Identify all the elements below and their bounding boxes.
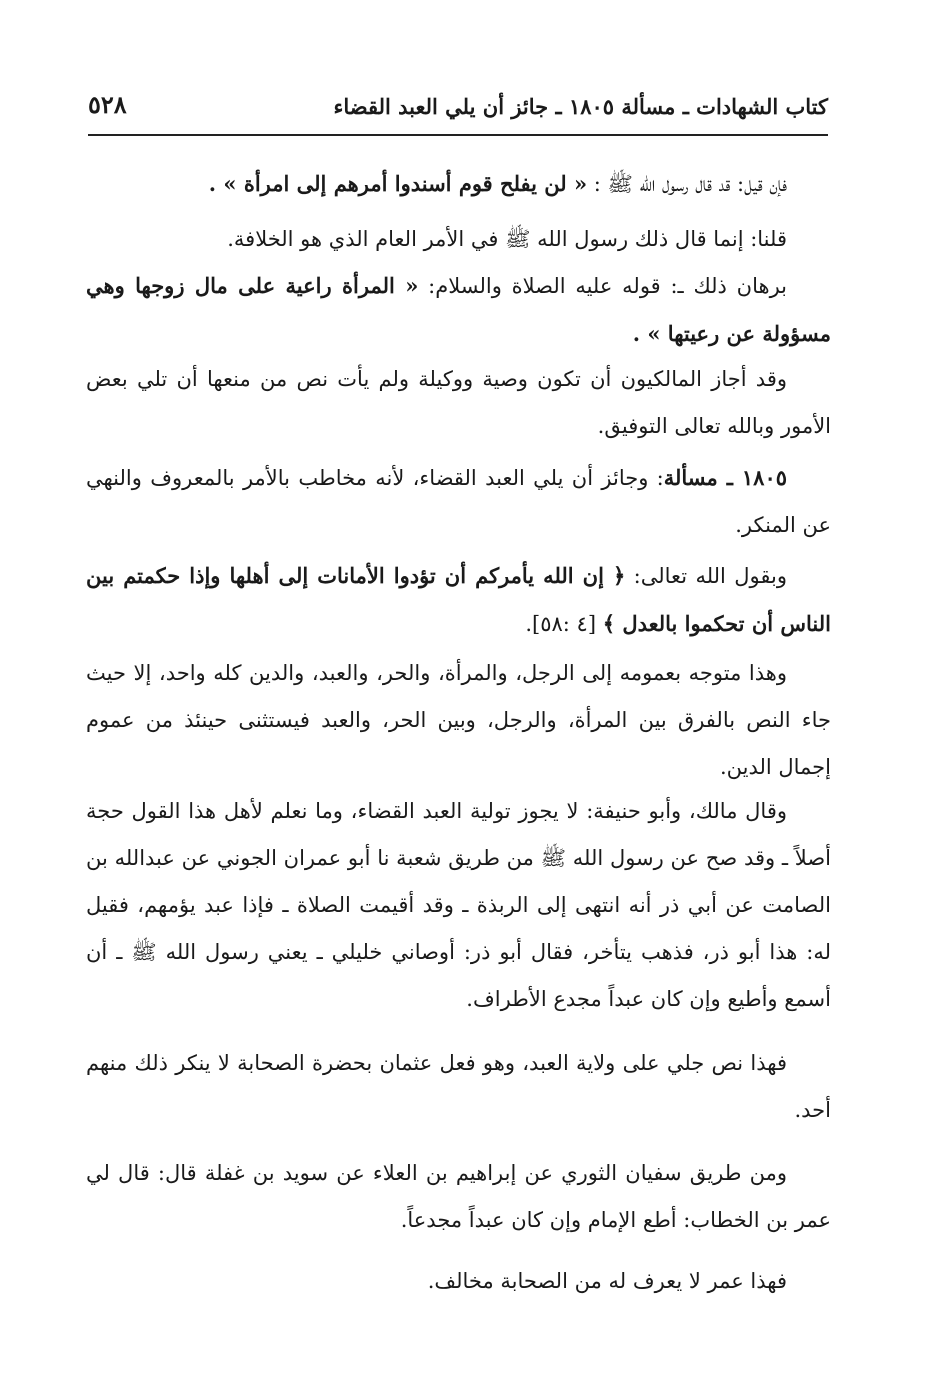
text-run: : وجائز أن يلي العبد القضاء، لأنه مخاطب بالأمر بالمعروف والنهي عن المنكر. xyxy=(86,466,831,537)
bold-text-run: ١٨٠٥ ـ مسألة xyxy=(663,465,788,490)
paragraph-malikis xyxy=(86,356,831,450)
text-run: برهان ذلك ـ: قوله عليه الصلاة والسلام: xyxy=(418,274,788,298)
paragraph-proof xyxy=(86,262,831,358)
text-run: وقال مالك، وأبو حنيفة: لا يجوز تولية العبد القضاء، وما نعلم لأهل هذا القول حجة أصلاً ـ وقد صح عن رسول الله ﷺ من طريق شعبة نا أبو عمران الجوني عن عبدالله بن الصامت عن أبي ذر أنه انتهى إلى الربذة ـ وقد أقيمت الصلاة ـ فإذا عبد يؤمهم، فقيل له: هذا أبو ذر، فذهب يتأخر، فقال أبو ذر: أوصاني خليلي ـ يعني رسول الله ﷺ ـ أن أسمع وأطيع وإن كان عبداً مجدع الأطراف. xyxy=(86,799,831,1011)
paragraph-umar-report xyxy=(86,1150,831,1244)
running-title: كتاب الشهادات ـ مسألة ١٨٠٥ ـ جائز أن يلي العبد القضاء xyxy=(333,94,828,119)
page-number: ٥٢٨ xyxy=(88,90,127,119)
paragraph-quran-verse xyxy=(86,552,831,648)
paragraph-reply xyxy=(86,216,831,263)
text-run: [٤ :٥٨]. xyxy=(525,612,603,636)
paragraph-clear-text xyxy=(86,1040,831,1134)
text-run: فهذا نص جلي على ولاية العبد، وهو فعل عثمان بحضرة الصحابة لا ينكر ذلك منهم أحد. xyxy=(86,1051,831,1122)
text-run: فإن قيل: قد قال رسول الله ﷺ : xyxy=(587,172,787,196)
bold-text-run: « المرأة راعية على مال زوجها وهي مسؤولة عن رعيتها » . xyxy=(86,273,831,346)
text-run: وهذا متوجه بعمومه إلى الرجل، والمرأة، والحر، والعبد، والدين كله واحد، إلا حيث جاء النص بالفرق بين المرأة، والرجل، وبين الحر، والعبد فيستثنى حينئذ من عموم إجمال الدين. xyxy=(86,661,831,779)
paragraph-objection xyxy=(86,160,831,208)
paragraph-masala-1805 xyxy=(86,454,831,549)
bold-text-run: « لن يفلح قوم أسندوا أمرهم إلى امرأة » . xyxy=(208,171,588,196)
text-run: قلنا: إنما قال ذلك رسول الله ﷺ في الأمر العام الذي هو الخلافة. xyxy=(227,227,787,251)
text-run: ومن طريق سفيان الثوري عن إبراهيم بن العلاء عن سويد بن غفلة قال: قال لي عمر بن الخطاب: أطع الإمام وإن كان عبداً مجدعاً. xyxy=(86,1161,831,1232)
text-run: وقد أجاز المالكيون أن تكون وصية ووكيلة ولم يأت نص من منعها أن تلي بعض الأمور وبالله تعالى التوفيق. xyxy=(86,367,831,438)
paragraph-generality xyxy=(86,650,831,791)
running-header xyxy=(88,86,828,136)
paragraph-malik-abu-hanifa xyxy=(86,788,831,1023)
text-run: فهذا عمر لا يعرف له من الصحابة مخالف. xyxy=(427,1269,787,1293)
paragraph-conclusion xyxy=(86,1258,831,1305)
text-run: وبقول الله تعالى: xyxy=(625,564,788,588)
bold-text-run: ﴿ إن الله يأمركم أن تؤدوا الأمانات إلى أهلها وإذا حكمتم بين الناس أن تحكموا بالعدل ﴾ xyxy=(86,563,831,636)
